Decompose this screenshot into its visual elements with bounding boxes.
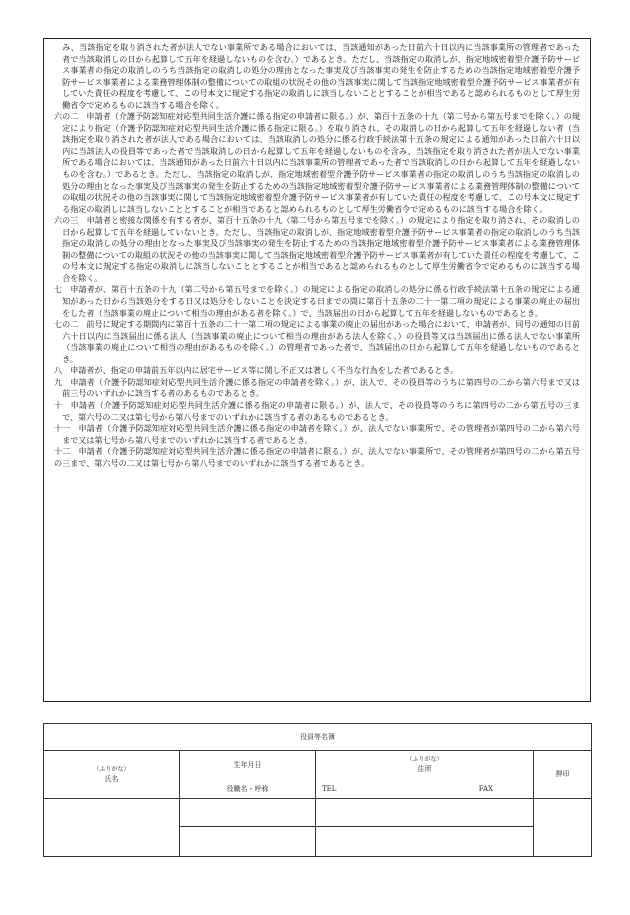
address-label: 住所 bbox=[417, 765, 432, 774]
clause-8: 八 申請者が、指定の申請前五年以内に居宅サービス等に関し不正又は著しく不当な行為をした者であるとき。 bbox=[54, 365, 459, 376]
clause-6-2: 六の二 申請者（介護予防認知症対応型共同生活介護に係る指定の申請者に限る。）が、第百十五条の十九（第二号から第五号までを除く。）の規定により指定（介護予防認知症対応型共同生活介護に係る指定に限る。）を取り消され、その取消しの日から起算して五年を経過しない者（当該指定を取り消された者が法人である場合においては、当該取消しの処分に係る行政手続法第十五条の規定による通知があった日前六十日以内に当該法人の役員等であった者で当該取消しの日から起算して五年を経過しないものを含み、当該指定を取り消された者が法人でない事業所である場合においては、当該通知があった日前六十日以内に当該事業所の管理者であった者で当該取消しの日から起算して五年を経過しないものを含む。）であるとき。ただし、当該指定の取消しが、指定地域密着型介護予防サービス事業者の指定の取消しのうち当該指定の取消しの処分の理由となった事実及び当該事実の発生を防止するための当該指定地域密着型介護予防サービス事業者による業務管理体制の整備についての取組の状況その他の当該事実に関して当該指定地域密着型介護予防サービス事業者が有していた責任の程度を考慮して、この号本文に規定する指定の取消しに該当しないこととすることが相当であると認められるものとして厚生労働省令で定めるものに該当する場合を除く。 bbox=[54, 111, 580, 214]
birthdate-header: 生年月日 bbox=[180, 750, 316, 779]
address-header bbox=[316, 750, 534, 779]
position-cell[interactable] bbox=[180, 827, 316, 857]
clause-6-3: 六の三 申請者と密接な関係を有する者が、第百十五条の十九（第二号から第五号までを除く。）の規定により指定を取り消され、その取消しの日から起算して五年を経過していないとき。ただし、当該指定の取消しが、指定地域密着型介護予防サービス事業者の指定の取消しのうち当該指定の取消しの処分の理由となった事実及び当該事実の発生を防止するための当該指定地域密着型介護予防サービス事業者による業務管理体制の整備についての取組の状況その他の当該事実に関して当該指定地域密着型介護予防サービス事業者が有していた責任の程度を考慮して、この号本文に規定する指定の取消しに該当しないこととすることが相当であると認められるものとして厚生労働省令で定めるものに該当する場合を除く。 bbox=[54, 215, 580, 283]
name-furigana-label: （ふりがな） bbox=[93, 765, 130, 773]
clause-text-frame bbox=[43, 38, 591, 702]
fax-label: FAX bbox=[478, 784, 493, 793]
seal-header: 押印 bbox=[534, 750, 592, 799]
clause-continuation: み、当該指定を取り消された者が法人でない事業所である場合においては、当該通知があった日前六十日以内に当該事業所の管理者であった者で当該取消しの日から起算して五年を経過しないものを含む。）であるとき。ただし、当該指定の取消しが、指定地域密着型介護予防サービス事業者の指定の取消しのうち当該指定の取消しの処分の理由となった事実及び当該事実の発生を防止するための当該指定地域密着型介護予防サービス事業者による業務管理体制の整備についての取組の状況その他の当該事実に関して当該指定地域密着型介護予防サービス事業者が有していた責任の程度を考慮して、この号本文に規定する指定の取消しに該当しないこととすることが相当であると認められるものとして厚生労働省令で定めるものに該当する場合を除く。 bbox=[62, 42, 580, 110]
clause-10: 十 申請者（介護予防認知症対応型共同生活介護に係る指定の申請者に限る。）が、法人で、その役員等のうちに第四号の二から第五号の三まで、第六号の二又は第七号から第八号までのいずれかに該当する者のあるものであるとき。 bbox=[54, 399, 580, 422]
clause-12: 十二 申請者（介護予防認知症対応型共同生活介護に係る指定の申請者に限る。）が、法人でない事業所で、その管理者が第四号の二から第五号の三まで、第六号の二又は第七号から第八号までのいずれかに該当する者であるとき。 bbox=[54, 446, 580, 468]
officer-list-title: 役員等名簿 bbox=[44, 724, 592, 751]
name-cell[interactable] bbox=[44, 799, 180, 857]
birthdate-cell[interactable] bbox=[180, 799, 316, 827]
seal-cell[interactable] bbox=[534, 799, 592, 857]
address-furigana-label: （ふりがな） bbox=[406, 756, 443, 764]
position-header: 役職名・呼称 bbox=[180, 779, 316, 799]
contact-header bbox=[316, 779, 534, 799]
clause-7-2: 七の二 前号に規定する期間内に第百十五条の二十一第二項の規定による事業の廃止の届出があった場合において、申請者が、同号の通知の日前六十日以内に当該届出に係る法人（当該事業の廃止について相当の理由がある法人を除く。）の役員等又は当該届出に係る法人でない事業所（当該事業の廃止について相当の理由があるものを除く。）の管理者であった者で、当該届出の日から起算して五年を経過しないものであるとき。 bbox=[54, 319, 580, 364]
address-cell[interactable] bbox=[316, 799, 534, 827]
clause-9: 九 申請者（介護予防認知症対応型共同生活介護に係る指定の申請者を除く。）が、法人で、その役員等のうちに第四号の二から第六号まで又は前三号のいずれかに該当する者のあるものであるとき。 bbox=[54, 376, 580, 399]
tel-label: TEL bbox=[322, 784, 337, 793]
officer-list-table bbox=[43, 723, 592, 857]
name-header bbox=[44, 750, 180, 799]
name-label: 氏名 bbox=[104, 774, 119, 783]
clause-11: 十一 申請者（介護予防認知症対応型共同生活介護に係る指定の申請者を除く。）が、法人でない事業所で、その管理者が第四号の二から第六号まで又は第七号から第八号までのいずれかに該当する者であるとき。 bbox=[54, 423, 580, 445]
clause-7: 七 申請者が、第百十五条の十九（第二号から第五号までを除く。）の規定による指定の取消しの処分に係る行政手続法第十五条の規定による通知があった日から当該処分をする日又は処分をしないことを決定する日までの間に第百十五条の二十一第二項の規定による事業の廃止の届出をした者（当該事業の廃止について相当の理由がある者を除く。）で、当該届出の日から起算して五年を経過しないものであるとき。 bbox=[54, 284, 580, 318]
contact-cell[interactable] bbox=[316, 827, 534, 857]
